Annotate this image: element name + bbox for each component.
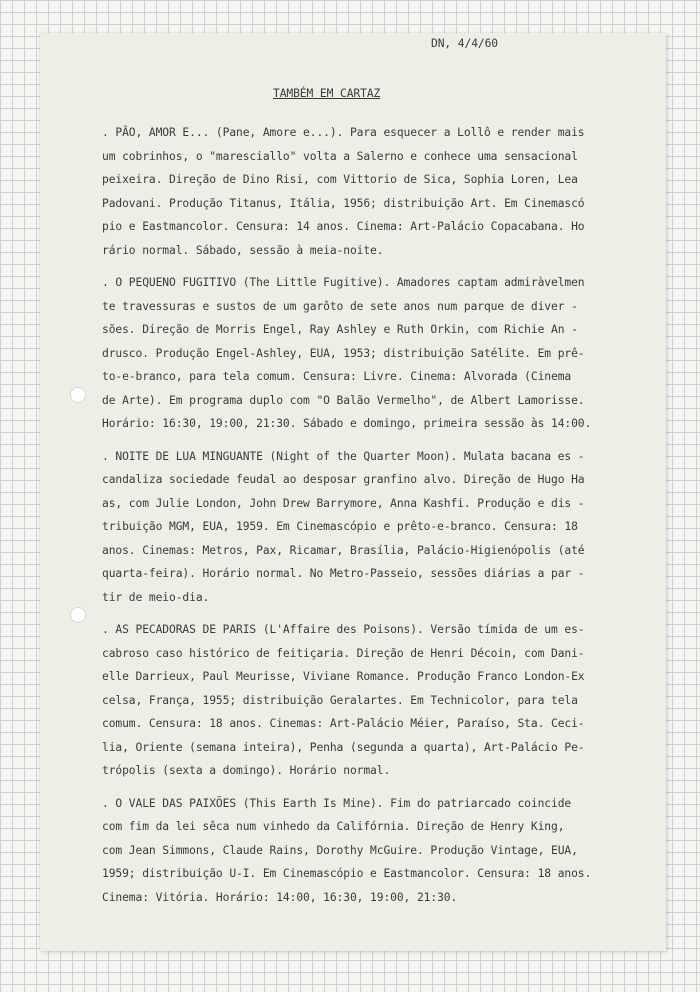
entry-line: anos. Cinemas: Metros, Pax, Ricamar, Brasília, Palácio-Higienópolis (até [102,543,585,557]
entry-line: pio e Eastmancolor. Censura: 14 anos. Cinema: Art-Palácio Copacabana. Ho [102,220,585,233]
entry-line: quarta-feira). Horário normal. No Metro-Passeio, sessões diárias a par - [102,567,585,580]
entry-line: . PÃO, AMOR E... (Pane, Amore e...). Para esquecer a Lollô e render mais [102,126,585,139]
film-entry [102,121,682,262]
entry-line: Cinema: Vitória. Horário: 14:00, 16:30, 19:00, 21:30. [102,890,458,904]
entry-line: trópolis (sexta a domingo). Horário normal. [102,764,391,777]
entry-line: to-e-branco, para tela comum. Censura: Livre. Cinema: Alvorada (Cinema [102,370,572,383]
entry-line: te travessuras e sustos de um garôto de sete anos num parque de diver - [102,299,578,313]
film-entry [102,271,682,436]
entry-line: 1959; distribuição U-I. Em Cinemascópio e Eastmancolor. Censura: 18 anos. [102,867,592,880]
entry-line: elle Darrieux, Paul Meurisse, Viviane Romance. Produção Franco London-Ex [102,670,585,683]
entry-line: as, com Julie London, John Drew Barrymore, Anna Kashfi. Produção e dis - [102,496,585,510]
entry-line: candaliza sociedade feudal ao desposar granfino alvo. Direção de Hugo Ha [102,473,585,486]
entry-line: . NOITE DE LUA MINGUANTE (Night of the Quarter Moon). Mulata bacana es - [102,449,585,463]
entry-line: com Jean Simmons, Claude Rains, Dorothy McGuire. Produção Vintage, EUA, [102,843,578,857]
entry-line: peixeira. Direção de Dino Risi, com Vittorio de Sica, Sophia Loren, Lea [102,173,578,186]
typewritten-sheet [40,33,666,951]
entry-line: tribuição MGM, EUA, 1959. Em Cinemascópio e prêto-e-branco. Censura: 18 [102,520,578,533]
entry-line: de Arte). Em programa duplo com "O Balão Vermelho", de Albert Lamorisse. [102,393,585,407]
entry-line: tir de meio-dia. [102,590,210,604]
film-entry [102,445,682,610]
page-title: TAMBÉM EM CARTAZ [273,87,381,100]
entry-line: celsa, França, 1955; distribuição Geralartes. Em Technicolor, para tela [102,693,578,707]
film-entry [102,792,682,910]
entry-line: . AS PECADORAS DE PARIS (L'Affaire des Poisons). Versão tímida de um es- [102,623,585,636]
entry-line: lia, Oriente (semana inteira), Penha (segunda a quarta), Art-Palácio Pe- [102,740,585,754]
entry-line: . O PEQUENO FUGITIVO (The Little Fugitive). Amadores captam admiràvelmen [102,276,585,289]
entry-line: com fim da lei sêca num vinhedo da Califórnia. Direção de Henry King, [102,820,565,833]
listings-body [102,121,682,918]
entry-line: cabroso caso histórico de feitiçaria. Direção de Henri Décoin, com Dani- [102,646,585,660]
film-entry [102,618,682,783]
entry-line: Horário: 16:30, 19:00, 21:30. Sábado e domingo, primeira sessão às 14:00. [102,417,592,430]
entry-line: . O VALE DAS PAIXÕES (This Earth Is Mine). Fim do patriarcado coincide [102,796,572,810]
date-line: DN, 4/4/60 [431,37,499,50]
punch-hole [70,607,86,623]
punch-hole [70,387,86,403]
entry-line: sões. Direção de Morris Engel, Ray Ashley e Ruth Orkin, com Richie An - [102,323,578,336]
entry-line: comum. Censura: 18 anos. Cinemas: Art-Palácio Méier, Paraíso, Sta. Ceci- [102,717,585,730]
entry-line: Padovani. Produção Titanus, Itália, 1956; distribuição Art. Em Cinemascó [102,196,585,210]
entry-line: rário normal. Sábado, sessão à meia-noite. [102,243,384,257]
entry-line: um cobrinhos, o "maresciallo" volta a Salerno e conhece uma sensacional [102,149,578,163]
entry-line: drusco. Produção Engel-Ashley, EUA, 1953; distribuição Satélite. Em prê- [102,346,585,360]
